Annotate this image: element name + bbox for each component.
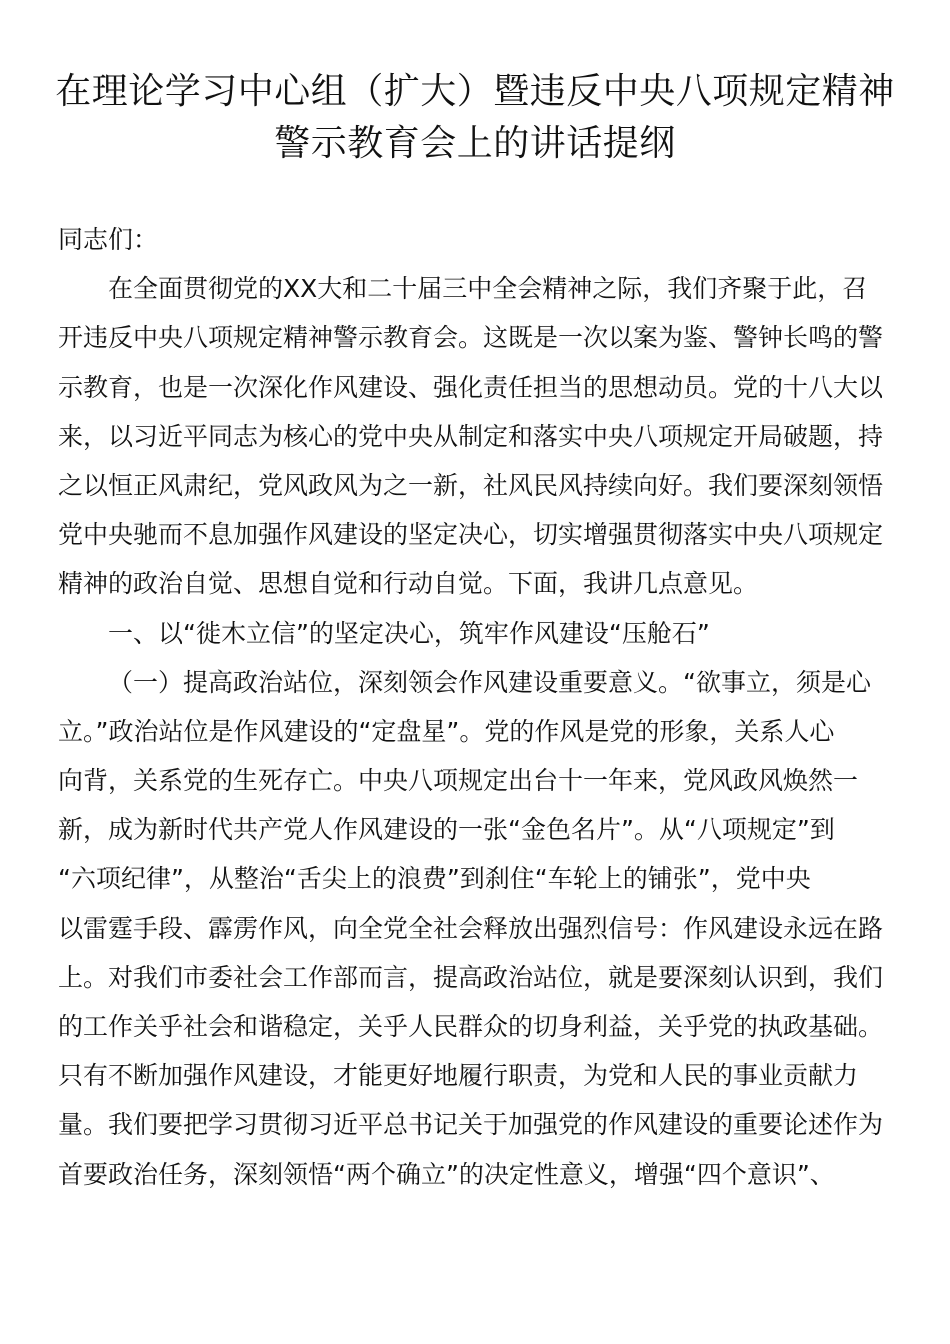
document-body <box>58 215 884 1199</box>
paragraph-line: 只有不断加强作风建设，才能更好地履行职责，为党和人民的事业贡献力 <box>58 1061 859 1091</box>
paragraph-line: 党中央驰而不息加强作风建设的坚定决心，切实增强贯彻落实中央八项规定 <box>58 520 884 550</box>
title-line-1: 在理论学习中心组（扩大）暨违反中央八项规定精神 <box>55 71 895 112</box>
paragraph-line: 上。对我们市委社会工作部而言，提高政治站位，就是要深刻认识到，我们 <box>58 962 884 992</box>
paragraph-line: 之以恒正风肃纪，党风政风为之一新，社风民风持续向好。我们要深刻领悟 <box>58 470 884 500</box>
paragraph-line: 精神的政治自觉、思想自觉和行动自觉。下面，我讲几点意见。 <box>58 569 759 599</box>
paragraph-line: “六项纪律”，从整治“舌尖上的浪费”到刹住“车轮上的铺张”，党中央 <box>58 864 811 894</box>
salutation: 同志们： <box>58 225 159 254</box>
document-title <box>40 66 910 170</box>
paragraph-line: 来，以习近平同志为核心的党中央从制定和落实中央八项规定开局破题，持 <box>58 421 884 451</box>
paragraph-line: （一）提高政治站位，深刻领会作风建设重要意义。“欲事立，须是心 <box>108 667 871 697</box>
paragraph-line: 在全面贯彻党的XX大和二十届三中全会精神之际，我们齐聚于此，召 <box>108 274 868 304</box>
paragraph-line: 开违反中央八项规定精神警示教育会。这既是一次以案为鉴、警钟长鸣的警 <box>58 323 884 353</box>
section-heading: 一、以“徙木立信”的坚定决心，筑牢作风建设“压舱石” <box>108 618 710 648</box>
paragraph-line: 立。”政治站位是作风建设的“定盘星”。党的作风是党的形象，关系人心 <box>58 716 835 746</box>
paragraph-line: 的工作关乎社会和谐稳定，关乎人民群众的切身利益，关乎党的执政基础。 <box>58 1012 884 1041</box>
paragraph-line: 首要政治任务，深刻领悟“两个确立”的决定性意义，增强“四个意识”、 <box>58 1159 835 1189</box>
paragraph-line: 以雷霆手段、霹雳作风，向全党全社会释放出强烈信号：作风建设永远在路 <box>58 913 884 943</box>
title-line-2: 警示教育会上的讲话提纲 <box>274 123 676 164</box>
paragraph-line: 新，成为新时代共产党人作风建设的一张“金色名片”。从“八项规定”到 <box>58 815 835 845</box>
paragraph-line: 向背，关系党的生死存亡。中央八项规定出台十一年来，党风政风焕然一 <box>58 766 859 796</box>
paragraph-line: 量。我们要把学习贯彻习近平总书记关于加强党的作风建设的重要论述作为 <box>58 1110 884 1140</box>
paragraph-line: 示教育，也是一次深化作风建设、强化责任担当的思想动员。党的十八大以 <box>58 372 884 402</box>
